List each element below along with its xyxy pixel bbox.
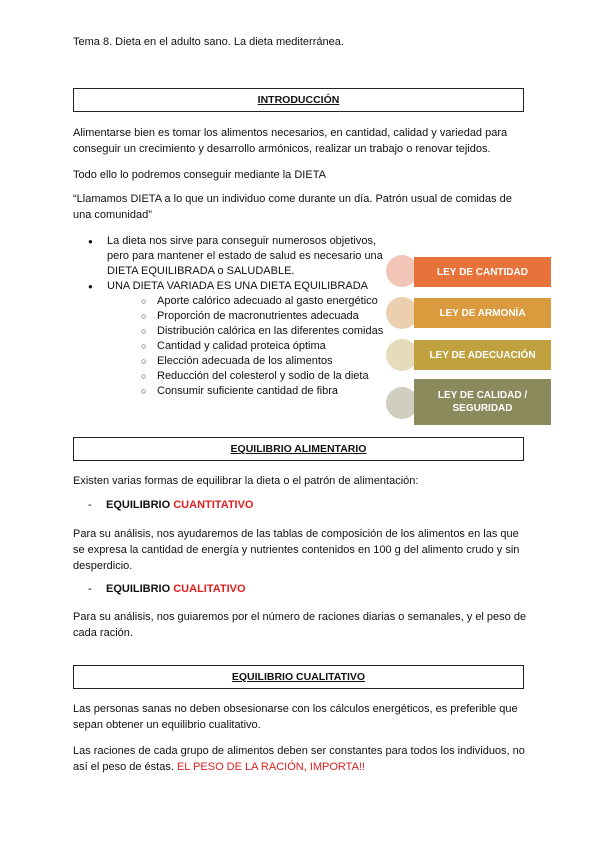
- list-item: ○ Proporción de macronutrientes adecuada: [141, 309, 384, 324]
- law-label: LEY DE ARMONÍA: [414, 298, 551, 328]
- section-title-equilibrio-alimentario: [73, 437, 524, 461]
- law-label: LEY DE CANTIDAD: [414, 257, 551, 287]
- list-item: ○ Elección adecuada de los alimentos: [141, 354, 384, 369]
- intro-paragraph-3: “Llamamos DIETA a lo que un individuo come durante un día. Patrón usual de comidas de una comunidad”: [73, 193, 512, 221]
- equilibrio-cualitativo-text: Para su análisis, nos guiaremos por el número de raciones diarias o semanales, y el peso de cada ración.: [73, 611, 527, 639]
- list-item: ○ Distribución calórica en las diferentes comidas: [141, 324, 384, 339]
- law-label: LEY DE CALIDAD / SEGURIDAD: [414, 379, 551, 425]
- intro-paragraph-2: Todo ello lo podremos conseguir mediante la DIETA: [73, 169, 326, 181]
- intro-paragraph-1: Alimentarse bien es tomar los alimentos necesarios, en cantidad, calidad y variedad para conseguir un crecimiento y desarrollo armónicos, realizar un trabajo o renovar tejidos.: [73, 127, 508, 155]
- equilibrio-cuantitativo-text: Para su análisis, nos ayudaremos de las tablas de composición de los alimentos en las que se expresa la cantidad de energía y nutrientes contenidos en 100 g del alimento crudo y sin desperdicio.: [73, 528, 520, 572]
- equilibrio-intro: Existen varias formas de equilibrar la dieta o el patrón de alimentación:: [73, 475, 419, 487]
- section-title-text: INTRODUCCIÓN: [257, 94, 340, 106]
- heading-prefix: EQUILIBRIO: [106, 499, 174, 511]
- section-title-introduccion: [73, 88, 524, 112]
- list-item: ○ Consumir suficiente cantidad de fibra: [141, 384, 384, 399]
- list-item: ○ Aporte calórico adecuado al gasto energético: [141, 294, 384, 309]
- section-title-text: EQUILIBRIO CUALITATIVO: [231, 671, 366, 683]
- heading-colored: CUALITATIVO: [173, 583, 246, 595]
- heading-prefix: EQUILIBRIO: [106, 583, 174, 595]
- cualitativo-paragraph-2: [73, 743, 528, 775]
- list-item: ○ Cantidad y calidad proteica óptima: [141, 339, 384, 354]
- equilibrio-cuantitativo-heading: - EQUILIBRIO CUANTITATIVO: [88, 499, 254, 511]
- paragraph-text: Las raciones de cada grupo de alimentos deben ser constantes para todos los individuos, no así el peso de éstas.: [73, 745, 525, 773]
- sub-list: [107, 294, 384, 399]
- intro-bullet-list: [84, 234, 384, 399]
- bullet-text: UNA DIETA VARIADA ES UNA DIETA EQUILIBRADA: [107, 280, 369, 292]
- section-title-equilibrio-cualitativo: [73, 665, 524, 689]
- cualitativo-paragraph-1: Las personas sanas no deben obsesionarse con los cálculos energéticos, es preferible que sepan obtener un equilibrio cualitativo.: [73, 703, 518, 731]
- list-item: [84, 279, 384, 399]
- equilibrio-cualitativo-heading: - EQUILIBRIO CUALITATIVO: [88, 583, 246, 595]
- paragraph-emphasis: EL PESO DE LA RACIÓN, IMPORTA!!: [176, 761, 366, 773]
- law-label: LEY DE ADECUACIÓN: [414, 340, 551, 370]
- section-title-text: EQUILIBRIO ALIMENTARIO: [230, 443, 367, 455]
- document-header: Tema 8. Dieta en el adulto sano. La dieta mediterránea.: [73, 36, 344, 48]
- list-item: ● La dieta nos sirve para conseguir numerosos objetivos, pero para mantener el estado de salud es necesario una DIETA EQUILIBRADA o SALUDABLE.: [84, 234, 384, 279]
- list-item: ○ Reducción del colesterol y sodio de la dieta: [141, 369, 384, 384]
- heading-colored: CUANTITATIVO: [173, 499, 254, 511]
